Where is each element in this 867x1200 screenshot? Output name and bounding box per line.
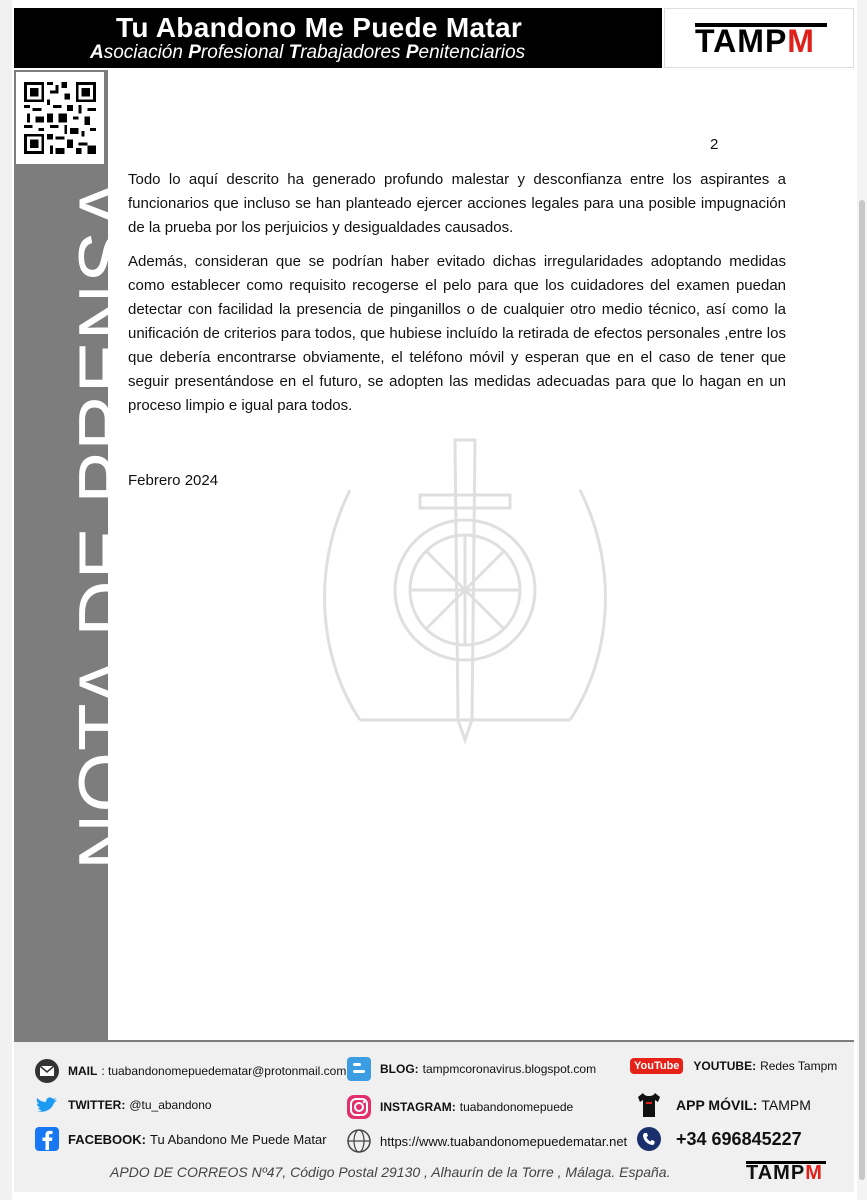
- footer-twitter[interactable]: TWITTER: @tu_abandono: [34, 1092, 212, 1118]
- release-date: Febrero 2024: [128, 472, 219, 489]
- footer-blog[interactable]: BLOG: tampmcoronavirus.blogspot.com: [346, 1056, 596, 1082]
- paragraph: Además, consideran que se podrían haber evitado dichas irregularidades adoptando medidas como establecer como requisito recogerse el pelo para que los cuidadores del examen puedan detectar con facilidad la presencia de pinganillos o de cualquier otro medio técnico, así como la unificación de criterios para todos, que hubiese incluído la retirada de efectos personales ,entre los que debería encontrarse obviamente, el teléfono móvil y esperan que en el caso de tener que seguir presentándose en el futuro, se adopten las medidas adecuadas para que lo hagan en un proceso limpio e igual para todos.: [128, 253, 786, 414]
- logo-text: TAMPM: [695, 23, 815, 59]
- mail-icon: [34, 1058, 60, 1084]
- footer-youtube[interactable]: YouTube YOUTUBE: Redes Tampm: [630, 1058, 837, 1074]
- footer: [14, 1042, 854, 1192]
- qr-code-icon: [24, 80, 96, 156]
- phone-icon: [636, 1126, 662, 1152]
- globe-icon: [346, 1128, 372, 1154]
- scrollbar-thumb[interactable]: [859, 200, 865, 1180]
- page-number: 2: [710, 136, 719, 153]
- scrollbar[interactable]: [857, 0, 867, 1200]
- twitter-icon: [34, 1092, 60, 1118]
- header-subtitle: Asociación Profesional Trabajadores Penitenciarios: [90, 42, 526, 63]
- qr-code[interactable]: [16, 72, 104, 164]
- footer-app[interactable]: APP MÓVIL: TAMPM: [634, 1090, 811, 1120]
- body-text: [128, 168, 786, 428]
- blogger-icon: [346, 1056, 372, 1082]
- frame-left: [0, 0, 12, 1200]
- emblem-watermark-icon: [300, 420, 630, 760]
- paragraph: Todo lo aquí descrito ha generado profundo malestar y desconfianza entre los aspirantes a funcionarios que incluso se han planteado ejercer acciones legales para una posible impugnación de la prueba por los perjuicios y desigualdades causados.: [128, 171, 786, 236]
- footer-phone[interactable]: +34 696845227: [636, 1126, 802, 1152]
- footer-website[interactable]: https://www.tuabandonomepuedematar.net: [346, 1128, 627, 1154]
- header-title: Tu Abandono Me Puede Matar: [116, 12, 523, 43]
- footer-logo: TAMPM: [746, 1162, 823, 1184]
- tshirt-icon: [634, 1090, 664, 1120]
- footer-facebook[interactable]: FACEBOOK: Tu Abandono Me Puede Matar: [34, 1126, 327, 1152]
- youtube-logo: YouTube: [630, 1058, 683, 1074]
- header-logo: [664, 8, 854, 68]
- nota-de-prensa-label: NOTA DE PRENSA: [62, 176, 150, 870]
- footer-instagram[interactable]: INSTAGRAM: tuabandonomepuede: [346, 1094, 573, 1120]
- postal-address: APDO DE CORREOS Nº47, Código Postal 29130 , Alhaurín de la Torre , Málaga. España.: [110, 1164, 671, 1180]
- facebook-icon: [34, 1126, 60, 1152]
- footer-mail[interactable]: MAIL : tuabandonomepuedematar@protonmail.com: [34, 1058, 346, 1084]
- instagram-icon: [346, 1094, 372, 1120]
- header-banner: [14, 8, 662, 68]
